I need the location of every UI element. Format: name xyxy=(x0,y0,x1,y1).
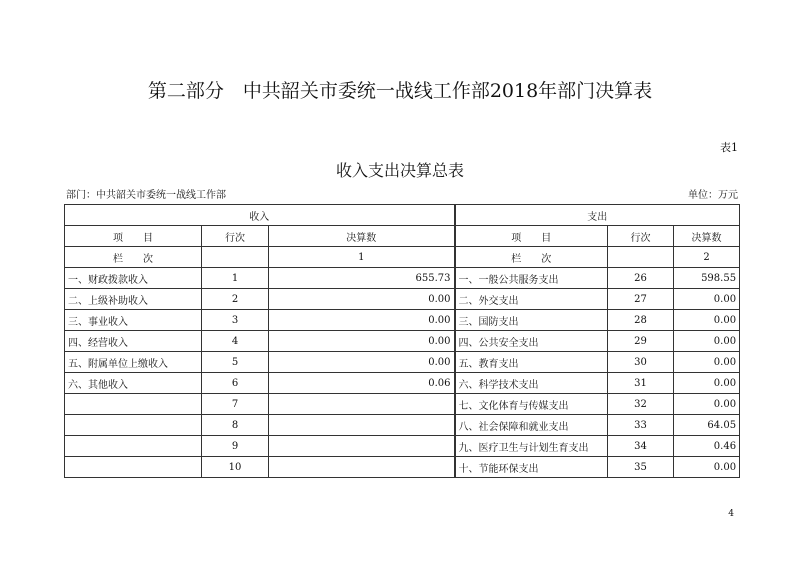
expense-amount-cell: 64.05 xyxy=(674,415,740,436)
table-row xyxy=(65,289,740,310)
table-row xyxy=(65,436,740,457)
income-amount-cell xyxy=(269,394,455,415)
expense-line-cell: 28 xyxy=(608,310,674,331)
income-expense-summary-table xyxy=(64,204,740,478)
expense-item-cell: 二、外交支出 xyxy=(455,289,608,310)
expense-line-cell: 32 xyxy=(608,394,674,415)
income-item-cell xyxy=(65,415,202,436)
income-column-blank xyxy=(202,247,269,268)
expense-item-cell: 六、科学技术支出 xyxy=(455,373,608,394)
expense-item-cell: 十、节能环保支出 xyxy=(455,457,608,478)
income-amount-cell xyxy=(269,457,455,478)
income-item-header: 项 目 xyxy=(65,226,202,247)
expense-item-header: 项 目 xyxy=(455,226,608,247)
table-title: 收入支出决算总表 xyxy=(335,161,464,180)
expense-amount-cell: 0.00 xyxy=(674,394,740,415)
expense-line-cell: 29 xyxy=(608,331,674,352)
table-row xyxy=(65,310,740,331)
income-item-cell xyxy=(65,394,202,415)
income-amount-cell xyxy=(269,436,455,457)
expense-item-cell: 三、国防支出 xyxy=(455,310,608,331)
income-amount-cell: 0.06 xyxy=(269,373,455,394)
income-column-number: 1 xyxy=(269,247,455,268)
income-amount-cell: 0.00 xyxy=(269,352,455,373)
page-number: 4 xyxy=(728,509,734,519)
expense-amount-cell: 0.00 xyxy=(674,289,740,310)
expense-column-number: 2 xyxy=(674,247,740,268)
income-header: 收入 xyxy=(65,205,455,226)
income-column-label: 栏 次 xyxy=(65,247,202,268)
income-amount-cell: 0.00 xyxy=(269,331,455,352)
expense-amount-cell: 0.00 xyxy=(674,352,740,373)
income-line-cell: 6 xyxy=(202,373,269,394)
income-item-cell: 一、财政拨款收入 xyxy=(65,268,202,289)
expense-line-header: 行次 xyxy=(608,226,674,247)
expense-item-cell: 四、公共安全支出 xyxy=(455,331,608,352)
income-amount-cell xyxy=(269,415,455,436)
income-line-cell: 3 xyxy=(202,310,269,331)
header-row-columns xyxy=(65,226,740,247)
expense-amount-cell: 0.00 xyxy=(674,373,740,394)
column-number-row xyxy=(65,247,740,268)
income-item-cell: 六、其他收入 xyxy=(65,373,202,394)
income-line-header: 行次 xyxy=(202,226,269,247)
expense-amount-cell: 0.00 xyxy=(674,310,740,331)
income-item-cell: 五、附属单位上缴收入 xyxy=(65,352,202,373)
expense-amount-cell: 598.55 xyxy=(674,268,740,289)
department-label: 部门：中共韶关市委统一战线工作部 xyxy=(66,190,226,201)
income-line-cell: 5 xyxy=(202,352,269,373)
expense-header: 支出 xyxy=(455,205,740,226)
expense-line-cell: 34 xyxy=(608,436,674,457)
table-row xyxy=(65,415,740,436)
income-item-cell xyxy=(65,457,202,478)
income-amount-cell: 0.00 xyxy=(269,289,455,310)
income-amount-header: 决算数 xyxy=(269,226,455,247)
expense-amount-cell: 0.46 xyxy=(674,436,740,457)
income-item-cell: 二、上级补助收入 xyxy=(65,289,202,310)
income-amount-cell: 655.73 xyxy=(269,268,455,289)
income-item-cell xyxy=(65,436,202,457)
income-line-cell: 7 xyxy=(202,394,269,415)
expense-item-cell: 九、医疗卫生与计划生育支出 xyxy=(455,436,608,457)
expense-column-blank xyxy=(608,247,674,268)
table-row xyxy=(65,331,740,352)
expense-line-cell: 31 xyxy=(608,373,674,394)
expense-column-label: 栏 次 xyxy=(455,247,608,268)
income-line-cell: 4 xyxy=(202,331,269,352)
expense-amount-cell: 0.00 xyxy=(674,331,740,352)
expense-line-cell: 30 xyxy=(608,352,674,373)
unit-label: 单位：万元 xyxy=(688,190,738,201)
income-item-cell: 四、经营收入 xyxy=(65,331,202,352)
expense-item-cell: 一、一般公共服务支出 xyxy=(455,268,608,289)
expense-item-cell: 五、教育支出 xyxy=(455,352,608,373)
expense-amount-header: 决算数 xyxy=(674,226,740,247)
income-line-cell: 2 xyxy=(202,289,269,310)
income-line-cell: 9 xyxy=(202,436,269,457)
expense-line-cell: 35 xyxy=(608,457,674,478)
income-amount-cell: 0.00 xyxy=(269,310,455,331)
expense-line-cell: 26 xyxy=(608,268,674,289)
income-line-cell: 1 xyxy=(202,268,269,289)
expense-item-cell: 八、社会保障和就业支出 xyxy=(455,415,608,436)
expense-line-cell: 33 xyxy=(608,415,674,436)
table-row xyxy=(65,394,740,415)
expense-item-cell: 七、文化体育与传媒支出 xyxy=(455,394,608,415)
table-row xyxy=(65,268,740,289)
expense-amount-cell: 0.00 xyxy=(674,457,740,478)
table-row xyxy=(65,352,740,373)
table-row xyxy=(65,457,740,478)
income-line-cell: 8 xyxy=(202,415,269,436)
table-row xyxy=(65,373,740,394)
header-row-sections xyxy=(65,205,740,226)
table-number: 表1 xyxy=(720,141,738,154)
expense-line-cell: 27 xyxy=(608,289,674,310)
income-item-cell: 三、事业收入 xyxy=(65,310,202,331)
page-title: 第二部分 中共韶关市委统一战线工作部2018年部门决算表 xyxy=(147,80,653,102)
income-line-cell: 10 xyxy=(202,457,269,478)
